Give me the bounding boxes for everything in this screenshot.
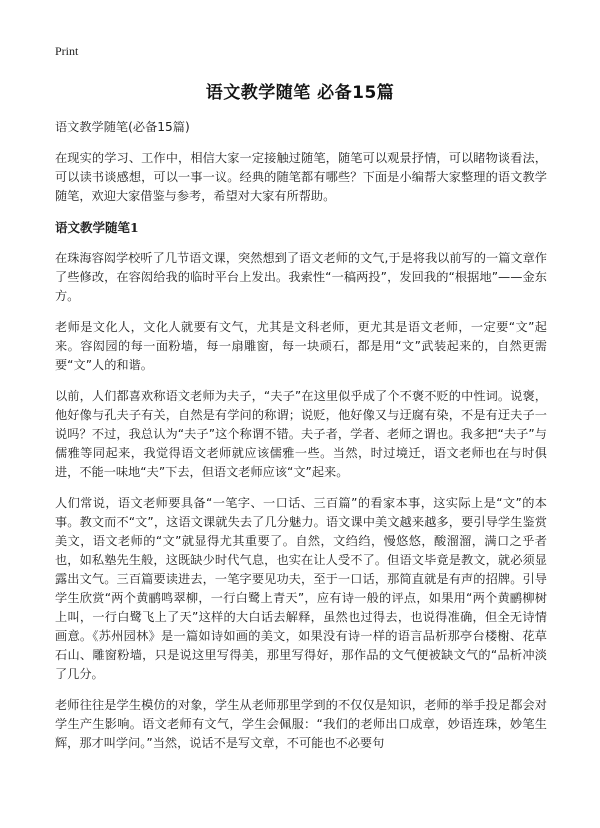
document-title: 语文教学随笔 必备15篇 <box>205 83 395 103</box>
body-paragraph: 以前，人们都喜欢称语文老师为夫子，“夫子”在这里似乎成了个不褒不贬的中性词。说褒，他好像与孔夫子有关，自然是有学问的称谓；说贬，他好像又与迂腐有染，不是有迂夫子一说吗？不过，我总认为“夫子”这个称谓不错。夫子者，学者、老师之谓也。我多把“夫子”与儒雅等同起来，我觉得语文老师就应该儒雅一些。当然，时过境迁，语文老师也在与时俱进，不能一味地“夫”下去，但语文老师应该“文”起来。 <box>55 389 547 479</box>
document-subtitle: 语文教学随笔(必备15篇) <box>55 120 190 134</box>
body-paragraph: 老师是文化人，文化人就要有文气，尤其是文科老师，更尤其是语文老师，一定要“文”起来。容闳园的每一面粉墙，每一扇雕窗，每一块顽石，都是用“文”武装起来的，自然更需要“文”人的和谐。 <box>55 320 547 372</box>
body-paragraph: 在珠海容闳学校听了几节语文课，突然想到了语文老师的文气,于是将我以前写的一篇文章作了些修改，在容闳给我的临时平台上发出。我索性“一稿两投”，发回我的“根据地”——金东方。 <box>55 251 547 303</box>
body-paragraph: 人们常说，语文老师要具备“一笔字、一口话、三百篇”的看家本事，这实际上是“文”的本事。教文而不“文”，这语文课就失去了几分魅力。语文课中美文越来越多，要引导学生鉴赏美文，语文老师的“文”就显得尤其重要了。自然，文绉绉，慢悠悠，酸溜溜，满口之乎者也，如私塾先生般，这既缺少时代气息，也实在让人受不了。但语文毕竟是教文，就必须显露出文气。三百篇要读进去，一笔字要见功夫，至于一口话，那简直就是有声的招牌。引导学生欣赏“两个黄鹂鸣翠柳，一行白鹭上青天”，应有诗一般的评点，如果用“两个黄鹂柳树上叫，一行白鹭飞上了天”这样的大白话去解释，虽然也过得去，也说得准确，但全无诗情画意。《苏州园林》是一篇如诗如画的美文，如果没有诗一样的语言品析那亭台楼榭、花草石山、雕窗粉墙，只是说这里写得美，那里写得好，那作品的文气便被缺文气的“品析冲淡了几分。 <box>55 496 547 681</box>
body-paragraph: 老师往往是学生模仿的对象，学生从老师那里学到的不仅仅是知识，老师的举手投足都会对学生产生影响。语文老师有文气，学生会佩服：“我们的老师出口成章，妙语连珠，妙笔生辉，那才叫学问。”当然，说话不是写文章，不可能也不必要句 <box>55 698 547 750</box>
print-label: Print <box>55 44 79 58</box>
document-body <box>55 118 547 765</box>
section-heading: 语文教学随笔1 <box>55 220 139 235</box>
intro-paragraph: 在现实的学习、工作中，相信大家一定接触过随笔，随笔可以观景抒情，可以睹物谈看法，可以读书谈感想，可以一事一议。经典的随笔都有哪些？下面是小编帮大家整理的语文教学随笔，欢迎大家借鉴与参考，希望对大家有所帮助。 <box>55 151 547 203</box>
